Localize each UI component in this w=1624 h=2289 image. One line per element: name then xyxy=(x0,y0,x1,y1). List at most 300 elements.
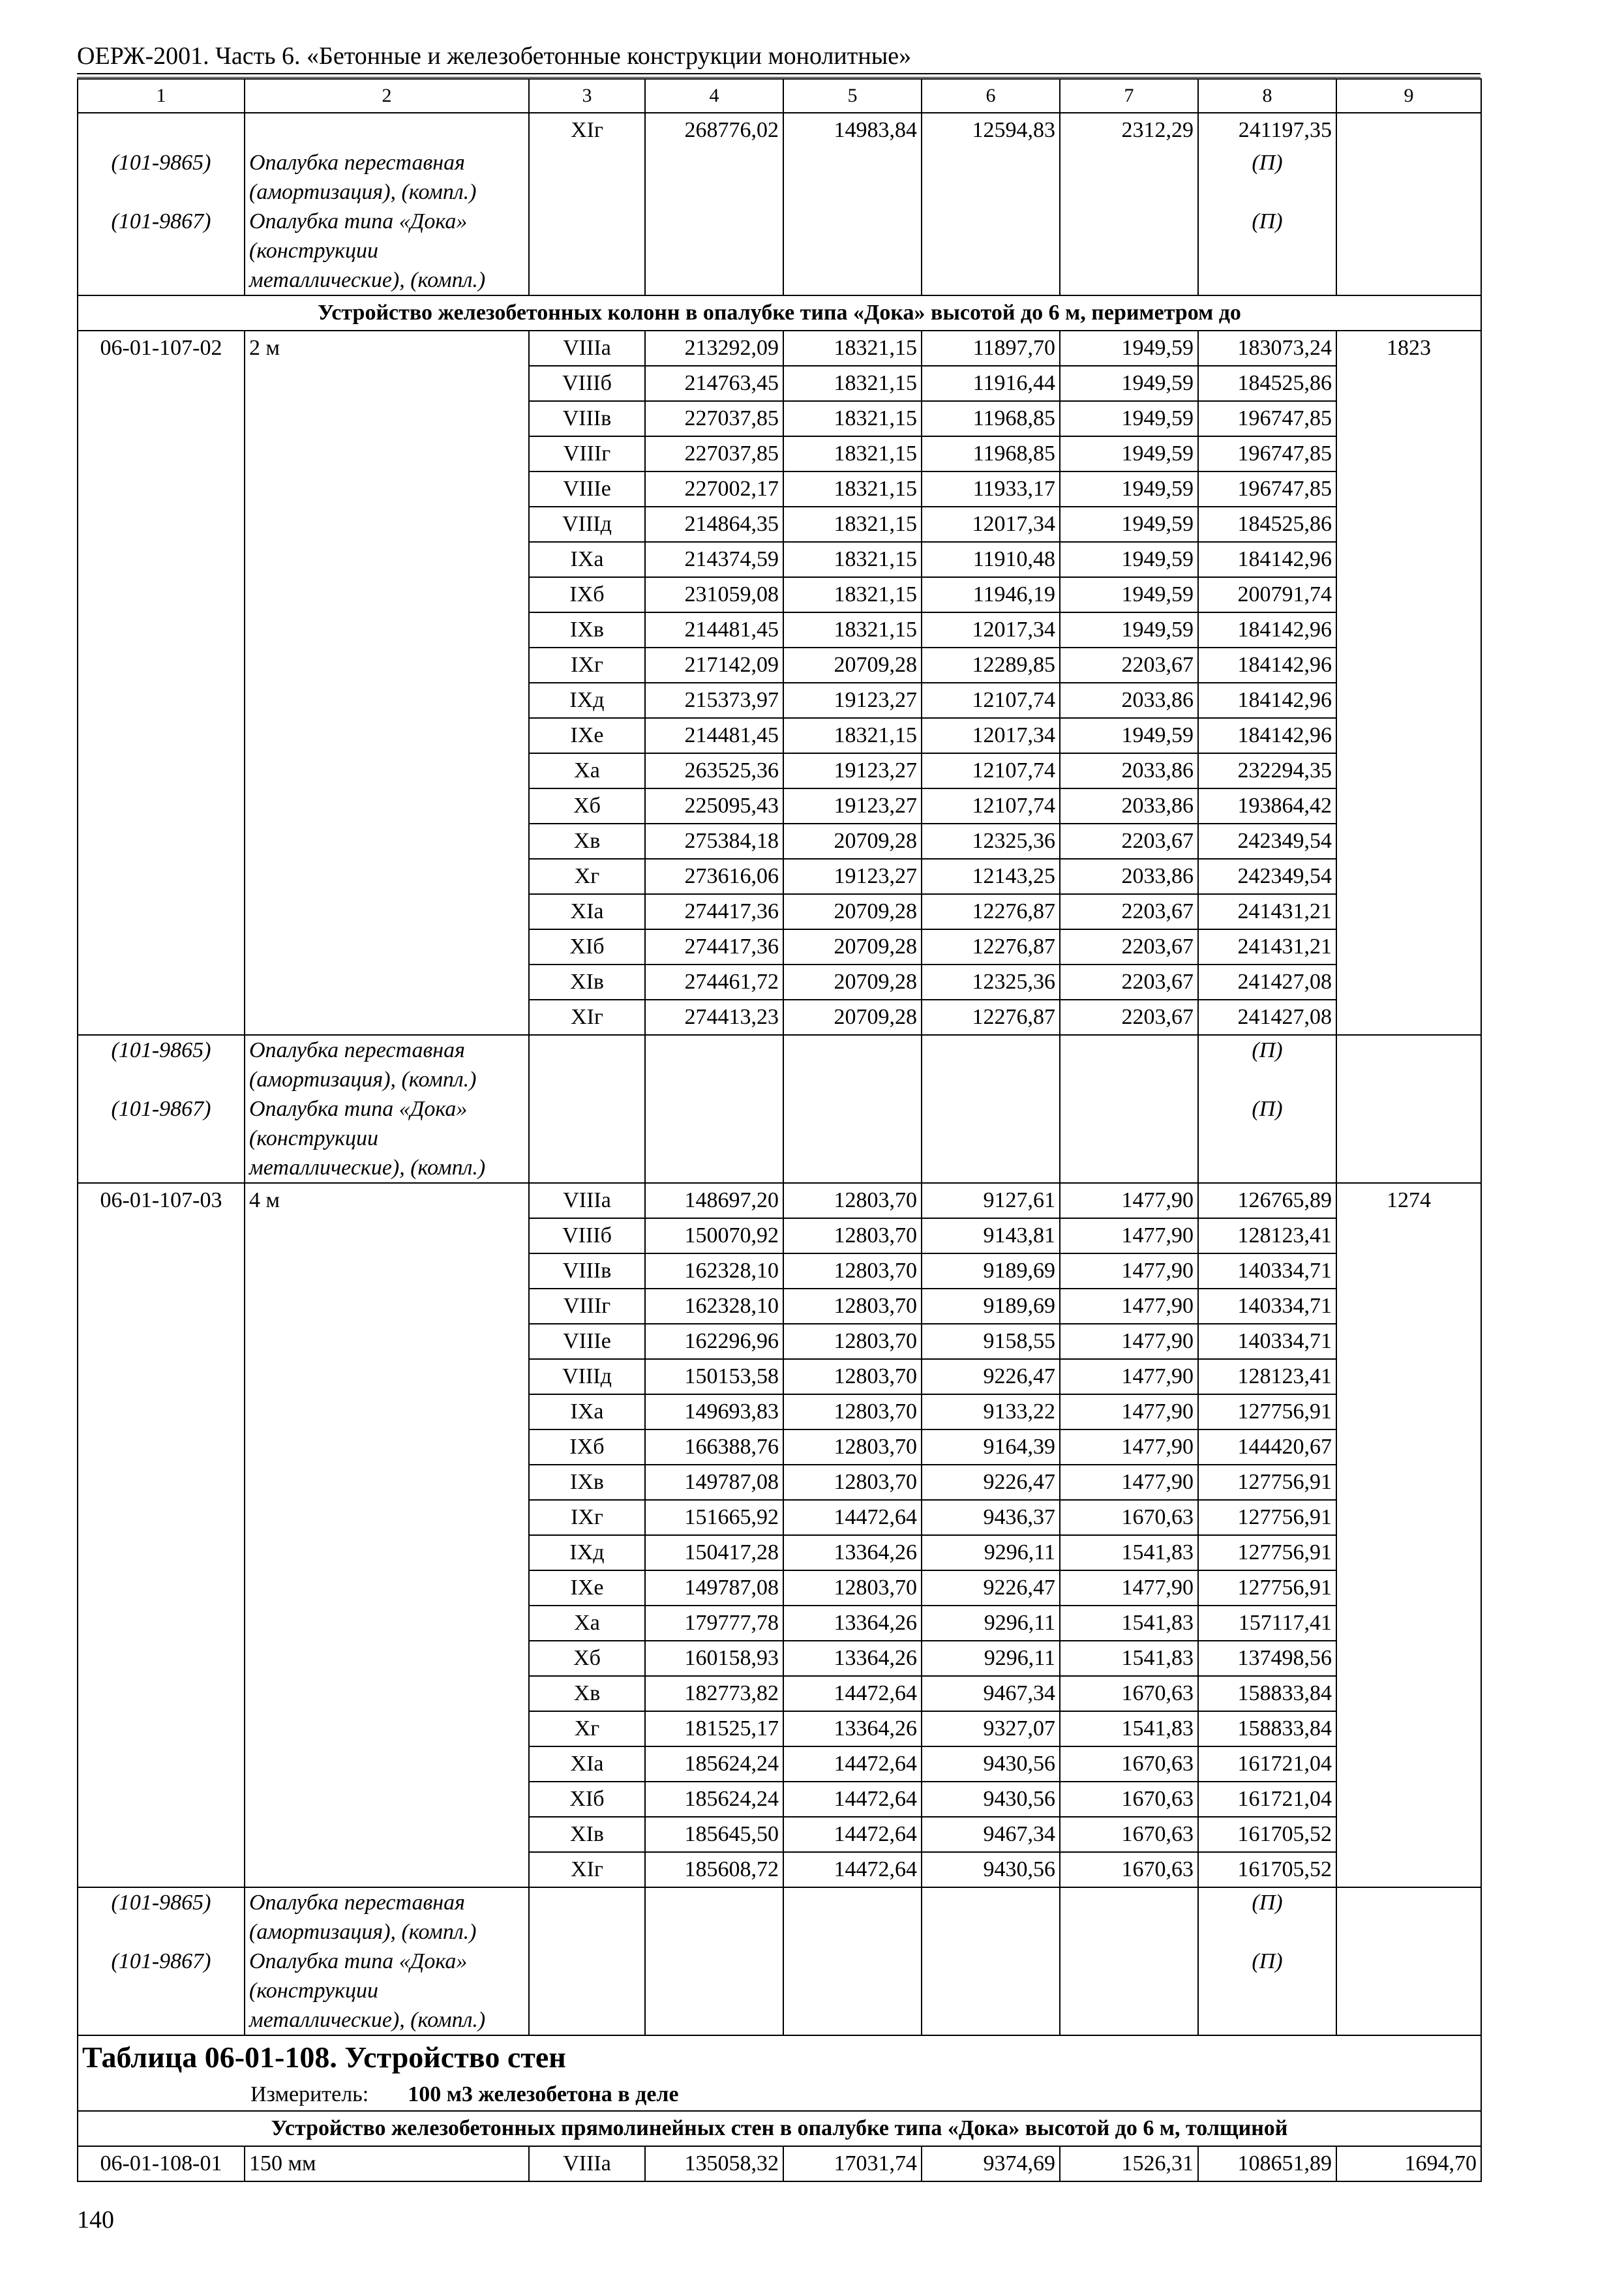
wages: 14472,64 xyxy=(783,1852,922,1887)
machine-cost: 11933,17 xyxy=(922,471,1060,507)
materials: 241427,08 xyxy=(1198,1000,1336,1035)
machine-wages: 1670,63 xyxy=(1060,1676,1198,1711)
materials: 183073,24 xyxy=(1198,331,1336,366)
empty-cell xyxy=(783,207,922,295)
resource-row xyxy=(78,1887,1481,1947)
total-cost: 179777,78 xyxy=(645,1606,783,1641)
machine-wages: 2033,86 xyxy=(1060,683,1198,718)
price-region: IXв xyxy=(529,612,645,648)
total-cost: 214374,59 xyxy=(645,542,783,577)
machine-cost: 9430,56 xyxy=(922,1852,1060,1887)
materials: 196747,85 xyxy=(1198,401,1336,436)
wages: 12803,70 xyxy=(783,1465,922,1500)
materials: 184142,96 xyxy=(1198,542,1336,577)
resource-code: (101-9865) xyxy=(78,1035,245,1094)
machine-wages: 2203,67 xyxy=(1060,824,1198,859)
empty-cell xyxy=(529,148,645,207)
total-cost: 268776,02 xyxy=(645,113,783,148)
resource-row xyxy=(78,207,1481,295)
total-cost: 214481,45 xyxy=(645,718,783,753)
machine-wages: 1949,59 xyxy=(1060,401,1198,436)
resource-name-line: Опалубка типа «Дока» xyxy=(249,1097,468,1121)
empty-cell xyxy=(783,148,922,207)
total-cost: 149787,08 xyxy=(645,1465,783,1500)
resource-flag: (П) xyxy=(1198,1947,1336,2035)
empty-cell xyxy=(922,1947,1060,2035)
machine-wages: 2203,67 xyxy=(1060,1000,1198,1035)
empty-cell xyxy=(1060,148,1198,207)
machine-cost: 9430,56 xyxy=(922,1746,1060,1782)
resource-name-line: Опалубка переставная xyxy=(249,151,465,175)
machine-cost: 12594,83 xyxy=(922,113,1060,148)
total-cost: 274417,36 xyxy=(645,929,783,965)
machine-cost: 12107,74 xyxy=(922,753,1060,788)
total-cost: 217142,09 xyxy=(645,648,783,683)
materials: 127756,91 xyxy=(1198,1570,1336,1606)
wages: 20709,28 xyxy=(783,824,922,859)
rate-name: 150 мм xyxy=(245,2146,529,2181)
total-cost: 214481,45 xyxy=(645,612,783,648)
machine-cost: 12017,34 xyxy=(922,507,1060,542)
machine-wages: 1949,59 xyxy=(1060,577,1198,612)
section-title: Устройство железобетонных колонн в опалубке типа «Дока» высотой до 6 м, периметром до xyxy=(78,295,1481,331)
materials: 140334,71 xyxy=(1198,1253,1336,1289)
materials: 158833,84 xyxy=(1198,1676,1336,1711)
empty-cell xyxy=(922,1887,1060,1947)
empty-cell xyxy=(529,207,645,295)
wages: 12803,70 xyxy=(783,1253,922,1289)
price-region: Xв xyxy=(529,824,645,859)
total-cost: 149787,08 xyxy=(645,1570,783,1606)
resource-name-line: (амортизация), (компл.) xyxy=(249,180,477,204)
price-region: Xа xyxy=(529,753,645,788)
empty-cell xyxy=(645,1094,783,1183)
wages: 13364,26 xyxy=(783,1641,922,1676)
total-cost: 225095,43 xyxy=(645,788,783,824)
resource-flag: (П) xyxy=(1198,148,1336,207)
machine-cost: 9158,55 xyxy=(922,1324,1060,1359)
machine-wages: 1949,59 xyxy=(1060,331,1198,366)
empty-cell xyxy=(645,207,783,295)
wages: 20709,28 xyxy=(783,929,922,965)
empty-cell xyxy=(645,1947,783,2035)
column-numbers-row xyxy=(78,79,1481,113)
wages: 14472,64 xyxy=(783,1746,922,1782)
machine-wages: 1541,83 xyxy=(1060,1535,1198,1570)
empty-cell xyxy=(1336,1035,1481,1094)
total-cost: 135058,32 xyxy=(645,2146,783,2181)
empty-cell xyxy=(1336,1887,1481,1947)
wages: 18321,15 xyxy=(783,577,922,612)
total-cost: 149693,83 xyxy=(645,1394,783,1429)
machine-wages: 2203,67 xyxy=(1060,894,1198,929)
empty-cell xyxy=(529,1035,645,1094)
resource-name-line: (конструкции xyxy=(249,239,378,263)
wages: 12803,70 xyxy=(783,1183,922,1218)
wages: 12803,70 xyxy=(783,1324,922,1359)
machine-cost: 12107,74 xyxy=(922,788,1060,824)
materials: 184142,96 xyxy=(1198,683,1336,718)
materials: 128123,41 xyxy=(1198,1359,1336,1394)
price-region: Xв xyxy=(529,1676,645,1711)
empty-cell xyxy=(645,148,783,207)
column-number: 1 xyxy=(78,79,245,113)
wages: 14472,64 xyxy=(783,1676,922,1711)
price-region: XIа xyxy=(529,1746,645,1782)
empty-cell xyxy=(1336,207,1481,295)
machine-wages: 2033,86 xyxy=(1060,859,1198,894)
price-region: IXа xyxy=(529,1394,645,1429)
machine-cost: 12325,36 xyxy=(922,965,1060,1000)
price-region: IXв xyxy=(529,1465,645,1500)
resource-name-line: металлические), (компл.) xyxy=(249,268,486,292)
column-number: 9 xyxy=(1336,79,1481,113)
wages: 12803,70 xyxy=(783,1359,922,1394)
machine-cost: 11910,48 xyxy=(922,542,1060,577)
price-region: VIIIг xyxy=(529,436,645,471)
total-cost: 151665,92 xyxy=(645,1500,783,1535)
empty-cell xyxy=(1060,207,1198,295)
empty-cell xyxy=(245,113,529,148)
machine-wages: 1477,90 xyxy=(1060,1359,1198,1394)
wages: 12803,70 xyxy=(783,1394,922,1429)
wages: 18321,15 xyxy=(783,436,922,471)
machine-cost: 12276,87 xyxy=(922,929,1060,965)
resource-name-line: металлические), (компл.) xyxy=(249,2008,486,2032)
machine-wages: 1541,83 xyxy=(1060,1641,1198,1676)
price-region: Xг xyxy=(529,1711,645,1746)
price-region: XIв xyxy=(529,965,645,1000)
price-region: IXе xyxy=(529,718,645,753)
machine-cost: 9127,61 xyxy=(922,1183,1060,1218)
machine-cost: 9296,11 xyxy=(922,1641,1060,1676)
materials: 232294,35 xyxy=(1198,753,1336,788)
measure-line xyxy=(82,2079,1477,2110)
resource-name xyxy=(245,207,529,295)
price-region: VIIIа xyxy=(529,331,645,366)
machine-wages: 2203,67 xyxy=(1060,648,1198,683)
machine-cost: 9374,69 xyxy=(922,2146,1060,2181)
column-number: 7 xyxy=(1060,79,1198,113)
empty-cell xyxy=(783,1035,922,1094)
price-region: Xб xyxy=(529,788,645,824)
machine-wages: 1670,63 xyxy=(1060,1746,1198,1782)
resource-name xyxy=(245,1947,529,2035)
wages: 20709,28 xyxy=(783,965,922,1000)
price-region: XIв xyxy=(529,1817,645,1852)
price-region: IXа xyxy=(529,542,645,577)
machine-cost: 9467,34 xyxy=(922,1817,1060,1852)
price-region: VIIIе xyxy=(529,471,645,507)
data-row xyxy=(78,331,1481,366)
total-cost: 231059,08 xyxy=(645,577,783,612)
document-header: ОЕРЖ-2001. Часть 6. «Бетонные и железобетонные конструкции монолитные» xyxy=(77,42,912,70)
machine-wages: 1670,63 xyxy=(1060,1782,1198,1817)
table-body xyxy=(78,79,1481,2181)
table-title-cell xyxy=(78,2035,1481,2111)
total-cost: 150153,58 xyxy=(645,1359,783,1394)
col9-value: 1274 xyxy=(1336,1183,1481,1887)
total-cost: 227002,17 xyxy=(645,471,783,507)
empty-cell xyxy=(529,1947,645,2035)
measure-label: Измеритель: xyxy=(250,2082,369,2106)
materials: 241427,08 xyxy=(1198,965,1336,1000)
column-number: 8 xyxy=(1198,79,1336,113)
total-cost: 162296,96 xyxy=(645,1324,783,1359)
resource-name-line: Опалубка типа «Дока» xyxy=(249,209,468,233)
machine-wages: 1949,59 xyxy=(1060,366,1198,401)
machine-cost: 9430,56 xyxy=(922,1782,1060,1817)
resource-name-line: металлические), (компл.) xyxy=(249,1156,486,1180)
machine-wages: 1541,83 xyxy=(1060,1606,1198,1641)
column-number: 6 xyxy=(922,79,1060,113)
section-row xyxy=(78,2111,1481,2146)
machine-wages: 1949,59 xyxy=(1060,718,1198,753)
materials: 161721,04 xyxy=(1198,1782,1336,1817)
machine-wages: 2033,86 xyxy=(1060,753,1198,788)
wages: 18321,15 xyxy=(783,366,922,401)
resource-name xyxy=(245,148,529,207)
machine-cost: 11897,70 xyxy=(922,331,1060,366)
rates-table xyxy=(77,78,1482,2182)
machine-cost: 12107,74 xyxy=(922,683,1060,718)
machine-cost: 9189,69 xyxy=(922,1289,1060,1324)
price-region: VIIIа xyxy=(529,2146,645,2181)
page-number: 140 xyxy=(77,2206,114,2234)
machine-wages: 2203,67 xyxy=(1060,965,1198,1000)
resource-flag: (П) xyxy=(1198,1094,1336,1183)
table-title-row xyxy=(78,2035,1481,2111)
machine-cost: 12017,34 xyxy=(922,612,1060,648)
materials: 140334,71 xyxy=(1198,1289,1336,1324)
section-title: Устройство железобетонных прямолинейных стен в опалубке типа «Дока» высотой до 6 м, толщиной xyxy=(78,2111,1481,2146)
total-cost: 166388,76 xyxy=(645,1429,783,1465)
machine-cost: 9164,39 xyxy=(922,1429,1060,1465)
materials: 242349,54 xyxy=(1198,824,1336,859)
materials: 241431,21 xyxy=(1198,894,1336,929)
header-rule xyxy=(77,73,1481,78)
wages: 18321,15 xyxy=(783,612,922,648)
total-cost: 275384,18 xyxy=(645,824,783,859)
resource-name xyxy=(245,1887,529,1947)
resource-name-line: (амортизация), (компл.) xyxy=(249,1068,477,1092)
wages: 12803,70 xyxy=(783,1289,922,1324)
machine-cost: 9296,11 xyxy=(922,1535,1060,1570)
empty-cell xyxy=(529,1887,645,1947)
machine-wages: 1477,90 xyxy=(1060,1289,1198,1324)
machine-cost: 9133,22 xyxy=(922,1394,1060,1429)
price-region: XIг xyxy=(529,1000,645,1035)
data-row xyxy=(78,1183,1481,1218)
total-cost: 182773,82 xyxy=(645,1676,783,1711)
empty-cell xyxy=(1060,1094,1198,1183)
price-region: Xг xyxy=(529,859,645,894)
total-cost: 185624,24 xyxy=(645,1782,783,1817)
wages: 14472,64 xyxy=(783,1782,922,1817)
wages: 12803,70 xyxy=(783,1429,922,1465)
price-region: VIIIе xyxy=(529,1324,645,1359)
machine-cost: 11968,85 xyxy=(922,436,1060,471)
resource-name-line: Опалубка переставная xyxy=(249,1891,465,1915)
price-region: VIIIд xyxy=(529,1359,645,1394)
price-region: Xб xyxy=(529,1641,645,1676)
column-number: 4 xyxy=(645,79,783,113)
price-region: XIб xyxy=(529,929,645,965)
machine-cost: 9226,47 xyxy=(922,1359,1060,1394)
wages: 18321,15 xyxy=(783,331,922,366)
machine-wages: 1526,31 xyxy=(1060,2146,1198,2181)
machine-wages: 1477,90 xyxy=(1060,1253,1198,1289)
price-region: ХIг xyxy=(529,113,645,148)
rate-name: 4 м xyxy=(245,1183,529,1887)
column-number: 3 xyxy=(529,79,645,113)
rate-name: 2 м xyxy=(245,331,529,1035)
machine-cost: 9143,81 xyxy=(922,1218,1060,1253)
materials: 137498,56 xyxy=(1198,1641,1336,1676)
empty-cell xyxy=(1336,1947,1481,2035)
materials: 128123,41 xyxy=(1198,1218,1336,1253)
materials: 241197,35 xyxy=(1198,113,1336,148)
machine-wages: 1670,63 xyxy=(1060,1852,1198,1887)
rate-code: 06-01-107-02 xyxy=(78,331,245,1035)
measure-value: 100 м3 железобетона в деле xyxy=(408,2082,679,2106)
wages: 18321,15 xyxy=(783,471,922,507)
materials: 126765,89 xyxy=(1198,1183,1336,1218)
price-region: Xа xyxy=(529,1606,645,1641)
wages: 17031,74 xyxy=(783,2146,922,2181)
materials: 196747,85 xyxy=(1198,436,1336,471)
resource-code: (101-9865) xyxy=(78,148,245,207)
empty-cell xyxy=(1060,1947,1198,2035)
empty-cell xyxy=(1336,148,1481,207)
price-region: IXд xyxy=(529,683,645,718)
empty-cell xyxy=(1336,113,1481,148)
machine-cost: 12143,25 xyxy=(922,859,1060,894)
materials: 140334,71 xyxy=(1198,1324,1336,1359)
machine-cost: 9226,47 xyxy=(922,1570,1060,1606)
materials: 200791,74 xyxy=(1198,577,1336,612)
machine-wages: 2033,86 xyxy=(1060,788,1198,824)
total-cost: 160158,93 xyxy=(645,1641,783,1676)
wages: 13364,26 xyxy=(783,1535,922,1570)
machine-cost: 12276,87 xyxy=(922,894,1060,929)
price-region: VIIIд xyxy=(529,507,645,542)
wages: 19123,27 xyxy=(783,753,922,788)
total-cost: 227037,85 xyxy=(645,401,783,436)
empty-cell xyxy=(922,1035,1060,1094)
empty-cell xyxy=(78,113,245,148)
data-row xyxy=(78,113,1481,148)
wages: 20709,28 xyxy=(783,648,922,683)
col9-value: 1694,70 xyxy=(1336,2146,1481,2181)
machine-cost: 11916,44 xyxy=(922,366,1060,401)
total-cost: 263525,36 xyxy=(645,753,783,788)
total-cost: 213292,09 xyxy=(645,331,783,366)
total-cost: 214763,45 xyxy=(645,366,783,401)
resource-flag: (П) xyxy=(1198,207,1336,295)
machine-wages: 1477,90 xyxy=(1060,1324,1198,1359)
machine-wages: 1477,90 xyxy=(1060,1394,1198,1429)
total-cost: 185645,50 xyxy=(645,1817,783,1852)
materials: 184142,96 xyxy=(1198,612,1336,648)
total-cost: 273616,06 xyxy=(645,859,783,894)
total-cost: 162328,10 xyxy=(645,1253,783,1289)
rate-code: 06-01-108-01 xyxy=(78,2146,245,2181)
total-cost: 185624,24 xyxy=(645,1746,783,1782)
materials: 184525,86 xyxy=(1198,366,1336,401)
resource-name xyxy=(245,1035,529,1094)
col9-value: 1823 xyxy=(1336,331,1481,1035)
price-region: VIIIг xyxy=(529,1289,645,1324)
resource-row xyxy=(78,1094,1481,1183)
machine-wages: 1949,59 xyxy=(1060,436,1198,471)
machine-wages: 1477,90 xyxy=(1060,1465,1198,1500)
total-cost: 181525,17 xyxy=(645,1711,783,1746)
resource-name-line: (амортизация), (компл.) xyxy=(249,1920,477,1944)
wages: 18321,15 xyxy=(783,401,922,436)
machine-cost: 9436,37 xyxy=(922,1500,1060,1535)
price-region: VIIIв xyxy=(529,1253,645,1289)
price-region: IXд xyxy=(529,1535,645,1570)
empty-cell xyxy=(922,207,1060,295)
empty-cell xyxy=(783,1947,922,2035)
price-region: VIIIб xyxy=(529,1218,645,1253)
materials: 161705,52 xyxy=(1198,1852,1336,1887)
materials: 193864,42 xyxy=(1198,788,1336,824)
wages: 20709,28 xyxy=(783,894,922,929)
wages: 19123,27 xyxy=(783,683,922,718)
materials: 127756,91 xyxy=(1198,1465,1336,1500)
price-region: VIIIа xyxy=(529,1183,645,1218)
wages: 19123,27 xyxy=(783,788,922,824)
price-region: XIа xyxy=(529,894,645,929)
materials: 184142,96 xyxy=(1198,648,1336,683)
total-cost: 148697,20 xyxy=(645,1183,783,1218)
materials: 108651,89 xyxy=(1198,2146,1336,2181)
empty-cell xyxy=(1060,1887,1198,1947)
materials: 158833,84 xyxy=(1198,1711,1336,1746)
empty-cell xyxy=(529,1094,645,1183)
machine-wages: 2312,29 xyxy=(1060,113,1198,148)
machine-cost: 11968,85 xyxy=(922,401,1060,436)
price-region: IXг xyxy=(529,1500,645,1535)
machine-wages: 1477,90 xyxy=(1060,1183,1198,1218)
column-number: 2 xyxy=(245,79,529,113)
machine-cost: 12017,34 xyxy=(922,718,1060,753)
machine-cost: 9296,11 xyxy=(922,1606,1060,1641)
empty-cell xyxy=(783,1887,922,1947)
machine-wages: 1949,59 xyxy=(1060,507,1198,542)
machine-cost: 12289,85 xyxy=(922,648,1060,683)
resource-name-line: (конструкции xyxy=(249,1979,378,2003)
materials: 242349,54 xyxy=(1198,859,1336,894)
total-cost: 162328,10 xyxy=(645,1289,783,1324)
resource-flag: (П) xyxy=(1198,1887,1336,1947)
machine-cost: 9189,69 xyxy=(922,1253,1060,1289)
machine-cost: 9327,07 xyxy=(922,1711,1060,1746)
materials: 241431,21 xyxy=(1198,929,1336,965)
resource-code: (101-9867) xyxy=(78,1947,245,2035)
empty-cell xyxy=(1060,1035,1198,1094)
total-cost: 185608,72 xyxy=(645,1852,783,1887)
wages: 14472,64 xyxy=(783,1817,922,1852)
wages: 12803,70 xyxy=(783,1218,922,1253)
materials: 144420,67 xyxy=(1198,1429,1336,1465)
price-region: VIIIб xyxy=(529,366,645,401)
materials: 157117,41 xyxy=(1198,1606,1336,1641)
wages: 14472,64 xyxy=(783,1500,922,1535)
empty-cell xyxy=(1336,1094,1481,1183)
